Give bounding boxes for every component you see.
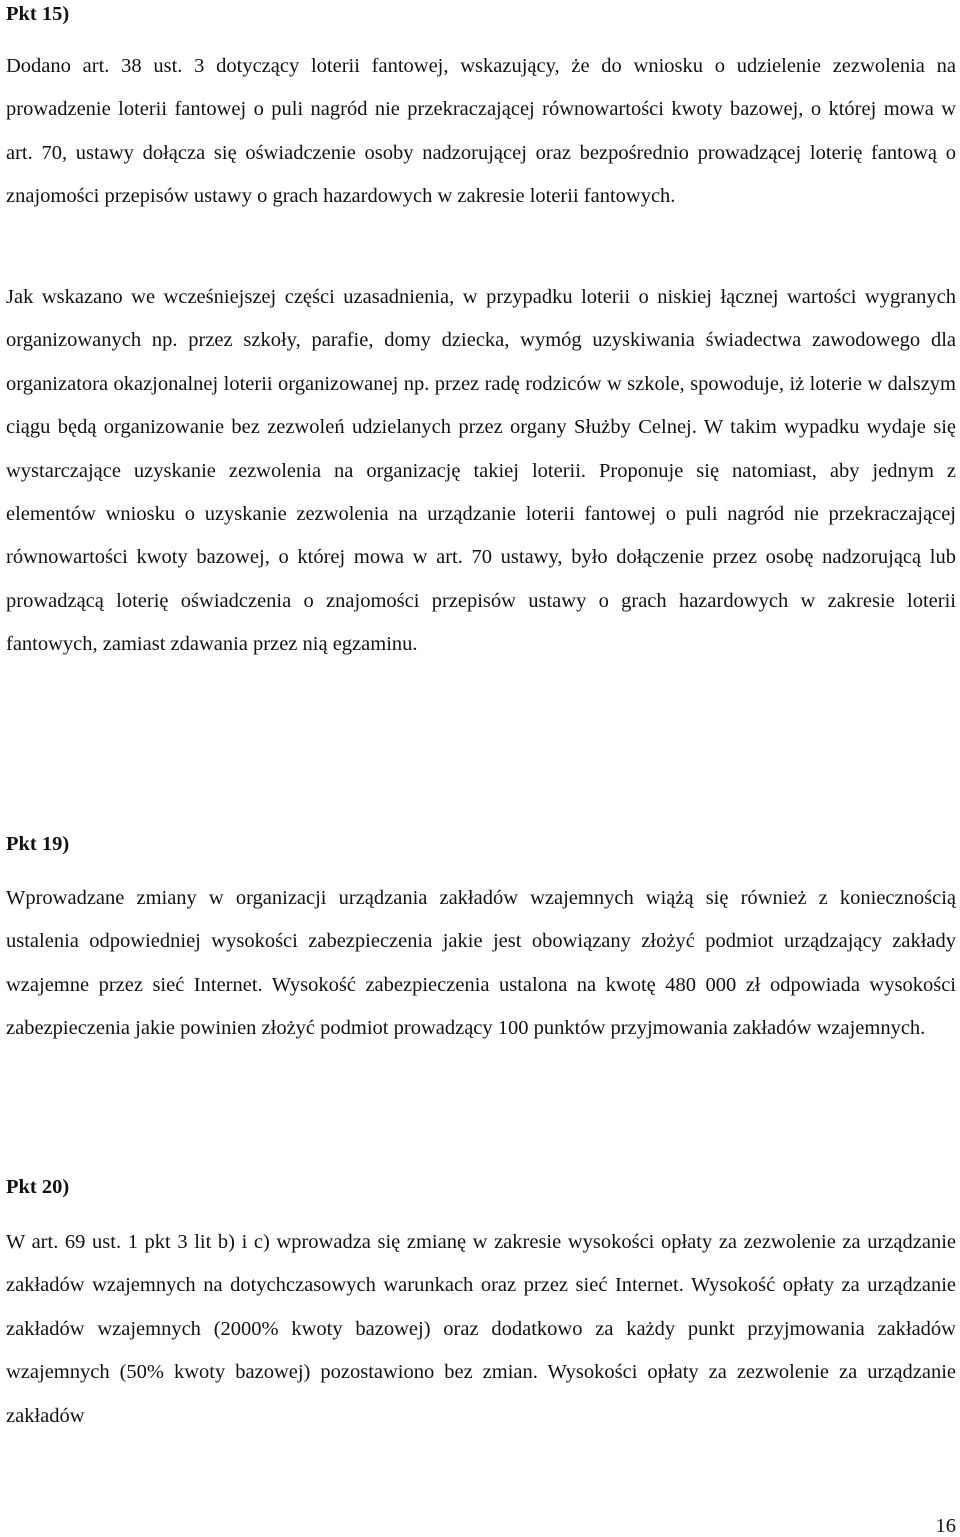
section-heading-pkt-19: Pkt 19): [6, 833, 70, 855]
section-heading-pkt-20: Pkt 20): [6, 1176, 70, 1198]
section-heading-pkt-15: Pkt 15): [6, 3, 70, 25]
section-15-paragraph-2: Jak wskazano we wcześniejszej części uzasadnienia, w przypadku loterii o niskiej łącznej wartości wygranych organizowanych np. przez szkoły, parafie, domy dziecka, wymóg uzyskiwania świadectwa zawodowego dla organizatora okazjonalnej loterii organizowanej np. przez radę rodziców w szkole, spowoduje, iż loterie w dalszym ciągu będą organizowanie bez zezwoleń udzielanych przez organy Służby Celnej. W takim wypadku wydaje się wystarczające uzyskanie zezwolenia na organizację takiej loterii. Proponuje się natomiast, aby jednym z elementów wniosku o uzyskanie zezwolenia na urządzanie loterii fantowej o puli nagród nie przekraczającej równowartości kwoty bazowej, o której mowa w art. 70 ustawy, było dołączenie przez osobę nadzorującą lub prowadzącą loterię oświadczenia o znajomości przepisów ustawy o grach hazardowych w zakresie loterii fantowych, zamiast zdawania przez nią egzaminu.: [6, 286, 956, 656]
section-15-paragraph-1: Dodano art. 38 ust. 3 dotyczący loterii fantowej, wskazujący, że do wniosku o udzielenie zezwolenia na prowadzenie loterii fantowej o puli nagród nie przekraczającej równowartości kwoty bazowej, o której mowa w art. 70, ustawy dołącza się oświadczenie osoby nadzorującej oraz bezpośrednio prowadzącej loterię fantową o znajomości przepisów ustawy o grach hazardowych w zakresie loterii fantowych.: [6, 55, 956, 208]
section-20-paragraph-1: W art. 69 ust. 1 pkt 3 lit b) i c) wprowadza się zmianę w zakresie wysokości opłaty za zezwolenie za urządzanie zakładów wzajemnych na dotychczasowych warunkach oraz przez sieć Internet. Wysokość opłaty za urządzanie zakładów wzajemnych (2000% kwoty bazowej) oraz dodatkowo za każdy punkt przyjmowania zakładów wzajemnych (50% kwoty bazowej) pozostawiono bez zmian. Wysokości opłaty za zezwolenie za urządzanie zakładów: [6, 1231, 956, 1427]
page-number: 16: [935, 1515, 956, 1537]
section-19-paragraph-1: Wprowadzane zmiany w organizacji urządzania zakładów wzajemnych wiążą się również z koniecznością ustalenia odpowiedniej wysokości zabezpieczenia jakie jest obowiązany złożyć podmiot urządzający zakłady wzajemne przez sieć Internet. Wysokość zabezpieczenia ustalona na kwotę 480 000 zł odpowiada wysokości zabezpieczenia jakie powinien złożyć podmiot prowadzący 100 punktów przyjmowania zakładów wzajemnych.: [6, 887, 956, 1040]
